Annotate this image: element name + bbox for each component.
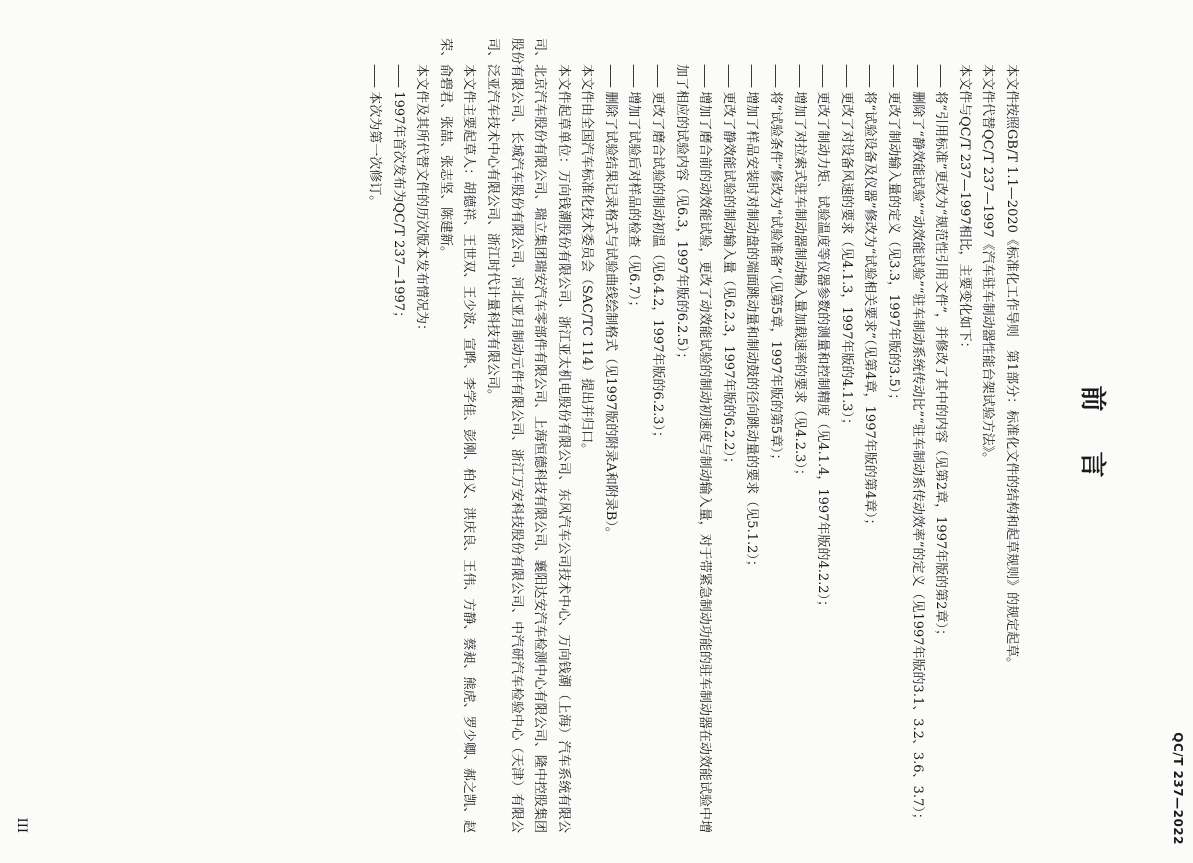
page-number: III: [14, 817, 29, 833]
paragraph-changes-intro: 本文件与QC/T 237—1997相比，主要变化如下：: [956, 64, 972, 355]
change-item: ——更改了静效能试验的制动输入量（见6.2.3，1997年版的6.2.2）；: [720, 64, 736, 471]
foreword-body: [362, 38, 1023, 833]
change-item: ——更改了制动输入量的定义（见3.3，1997年版的3.5）；: [886, 64, 902, 407]
change-item: ——将“试验条件”修改为“试验准备”（见第5章，1997年版的第5章）；: [768, 64, 784, 467]
paragraph-replaces: 本文件代替QC/T 237—1997《汽车驻车制动器性能台架试验方法》。: [980, 64, 996, 466]
standard-code-header: QC/T 237—2022: [1171, 732, 1185, 845]
change-item: ——将“引用标准”更改为“规范性引用文件”，并修改了其中的内容（见第2章，1997年版的第2章）；: [933, 64, 949, 643]
change-item: ——将“试验设备及仪器”修改为“试验相关要求”（见第4章，1997年版的第4章）；: [862, 64, 878, 532]
paragraph-proposer: 本文件由全国汽车标准化技术委员会（SAC/TC 114）提出并归口。: [579, 64, 595, 457]
change-item: ——增加了对拉索式驻车制动器制动输入量加载速率的要求（见4.2.3）；: [791, 64, 807, 482]
change-item: ——删除了“静效能试验”“动效能试验”“驻车制动系统传动比”“驻车制动系传动效率”的定义（见1997年版的3.1、3.2、3.6、3.7）；: [909, 64, 925, 826]
paragraph-drafters: 本文件主要起草人：胡德祥、王世双、王少波、宣晔、李学佳、彭刚、柏义、洪庆良、王伟、方静、蔡昶、熊虎、罗少卿、郝之凯、赵荣、俞碧君、张喆、张志坚、陈建新。: [437, 38, 477, 833]
page-title: 前言: [1077, 385, 1107, 518]
paragraph-drafting-units: 本文件起草单位：万向钱潮股份有限公司、浙江亚太机电股份有限公司、东风汽车公司技术中心、万向钱潮（上海）汽车系统有限公司、北京汽车股份有限公司、瑞立集团瑞安汽车零部件有限公司、上海恒德科技有限公司、襄阳达安汽车检测中心有限公司、隆中控股集团股份有限公司、长城汽车股份有限公司、河北亚月制动元件有限公司、浙江万安科技股份有限公司、中汽研汽车检验中心（天津）有限公司、泛亚汽车技术中心有限公司、浙江时代计量科技有限公司。: [484, 38, 571, 833]
paragraph-drafting-rules: 本文件按照GB/T 1.1—2020《标准化工作导则 第1部分：标准化文件的结构和起草规则》的规定起草。: [1004, 64, 1019, 671]
change-item: ——更改了对设备风速的要求（见4.1.3，1997年版的4.1.3）；: [838, 64, 854, 432]
history-item: ——1997年首次发布为QC/T 237—1997；: [390, 64, 406, 325]
change-item: ——增加了样品安装时对制动盘的端面跳动量和制动鼓的径向跳动量的要求（见5.1.2）；: [744, 64, 760, 573]
history-item: ——本次为第一次修订。: [366, 64, 382, 209]
change-item: ——增加了试验后对样品的检查（见6.7）；: [626, 64, 642, 314]
change-item: ——更改了磨合试验的制动初温（见6.4.2，1997年版的6.2.3）；: [650, 64, 666, 445]
paragraph-history-intro: 本文件及其所代替文件的历次版本发布情况为：: [414, 64, 430, 338]
change-item: ——更改了制动力矩、试验温度等仪器参数的测量和控制精度（见4.1.4，1997年版的4.2.2）；: [815, 64, 831, 614]
change-item: ——删除了试验结果记录格式与试验曲线绘制格式（见1997版的附录A和附录B）。: [602, 64, 618, 540]
change-item: ——增加了磨合前的动效能试验，更改了动效能试验的制动初速度与制动输入量，对于带紧急制动功能的驻车制动器在动效能试验中增加了相应的试验内容（见6.3，1997年版的6.2.5）；: [673, 64, 713, 833]
